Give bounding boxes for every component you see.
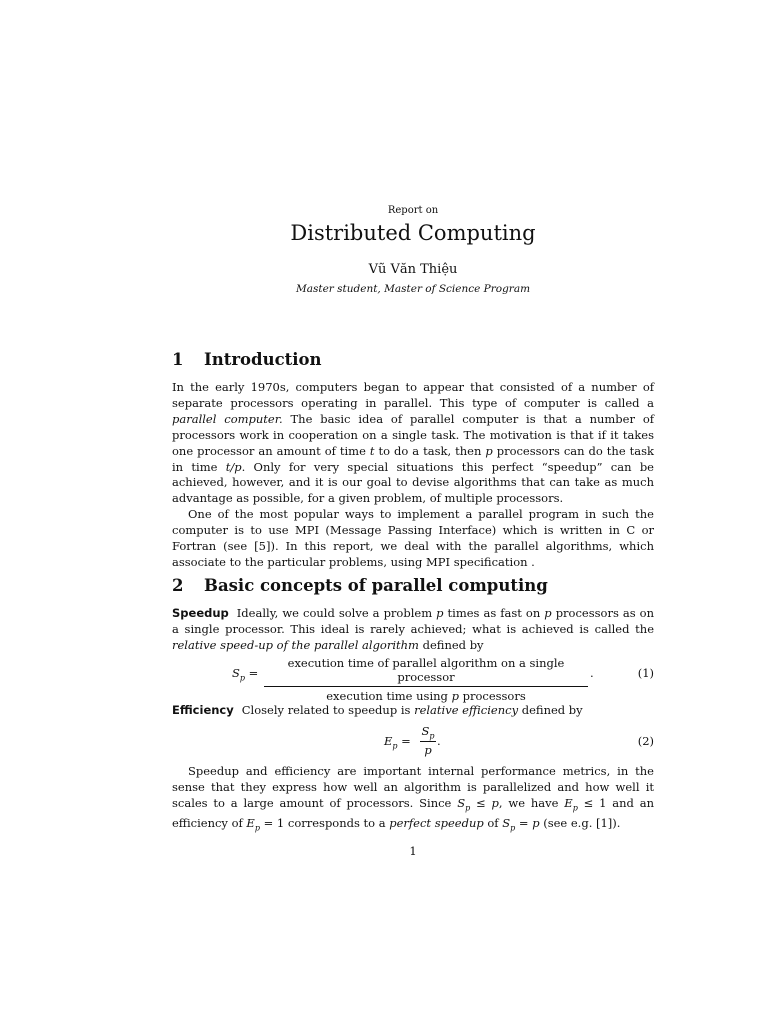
intro-paragraph-1: In the early 1970s, computers began to appear that consisted of a number of separate processors operating in parallel. This type of computer is called a parallel computer. The basic idea of parallel computer is that a number of processors work in cooperation on a single task. The motivation is that if it takes one processor an amount of time t to do a task, then p processors can do the task in time t/p. Only for very special situations this perfect “speedup” can be achieved, however, and it is our goal to devise algorithms that can take as much advantage as possible, for a given problem, of multiple processors.: [172, 380, 655, 506]
equation-efficiency: $E_p$ = $\frac{S_p}{p}$ . (2): [384, 724, 654, 758]
introduction-body: [172, 380, 654, 571]
author-name: Vũ Văn Thiệu: [368, 262, 458, 277]
report-on-label: Report on: [387, 205, 439, 216]
section-number: 1: [172, 350, 184, 369]
document-title: Distributed Computing: [290, 221, 536, 245]
equation-lhs: $E_p$ =: [384, 734, 411, 751]
fraction-numerator: $S_p$: [421, 724, 435, 741]
section-title: Introduction: [204, 350, 322, 369]
efficiency-runin-heading: Efficiency: [172, 703, 234, 717]
metrics-paragraph: Speedup and efficiency are important internal performance metrics, in the sense that they express how well an algorithm is parallelized and how well it scales to a large amount of processors. Since $S_p \le p$, we have $E_p \le 1$ and an efficiency of $E_p = 1$ corresponds to a perfect speedup of $S_p = p$ (see e.g. [1]).: [172, 764, 654, 833]
fraction-denominator: execution time using p processors: [326, 689, 526, 703]
speedup-paragraph: Speedup Ideally, we could solve a problem p times as fast on p processors as on a single processor. This ideal is rarely achieved; what is achieved is called the relative speed-up of the parallel algorithm defined by: [172, 606, 654, 652]
equation-number: (1): [637, 666, 654, 680]
equation-lhs: $S_p$ =: [232, 666, 259, 683]
author-affiliation: Master student, Master of Science Program: [295, 283, 531, 295]
equation-speedup: $S_p$ = execution time of parallel algorithm on a single processor execution time using p processors . (1): [232, 656, 654, 703]
section-number: 2: [172, 576, 184, 595]
section-title: Basic concepts of parallel computing: [204, 576, 548, 595]
intro-paragraph-2: One of the most popular ways to implement a parallel program in such the computer is to use MPI (Message Passing Interface) which is written in C or Fortran (see [5]). In this report, we deal with the parallel algorithms, which associate to the particular problems, using MPI specification .: [172, 507, 654, 569]
equation-fraction: [420, 724, 436, 757]
section-heading-introduction: [172, 350, 322, 369]
speedup-runin-heading: Speedup: [172, 606, 229, 620]
section-heading-basic-concepts: [172, 576, 548, 595]
equation-number: (2): [637, 734, 654, 748]
efficiency-paragraph: Efficiency Closely related to speedup is relative efficiency defined by: [172, 703, 583, 717]
equation-fraction: [264, 656, 588, 703]
fraction-denominator: p: [424, 743, 432, 758]
page-number: 1: [409, 844, 417, 858]
fraction-numerator: execution time of parallel algorithm on a single processor: [264, 656, 588, 687]
